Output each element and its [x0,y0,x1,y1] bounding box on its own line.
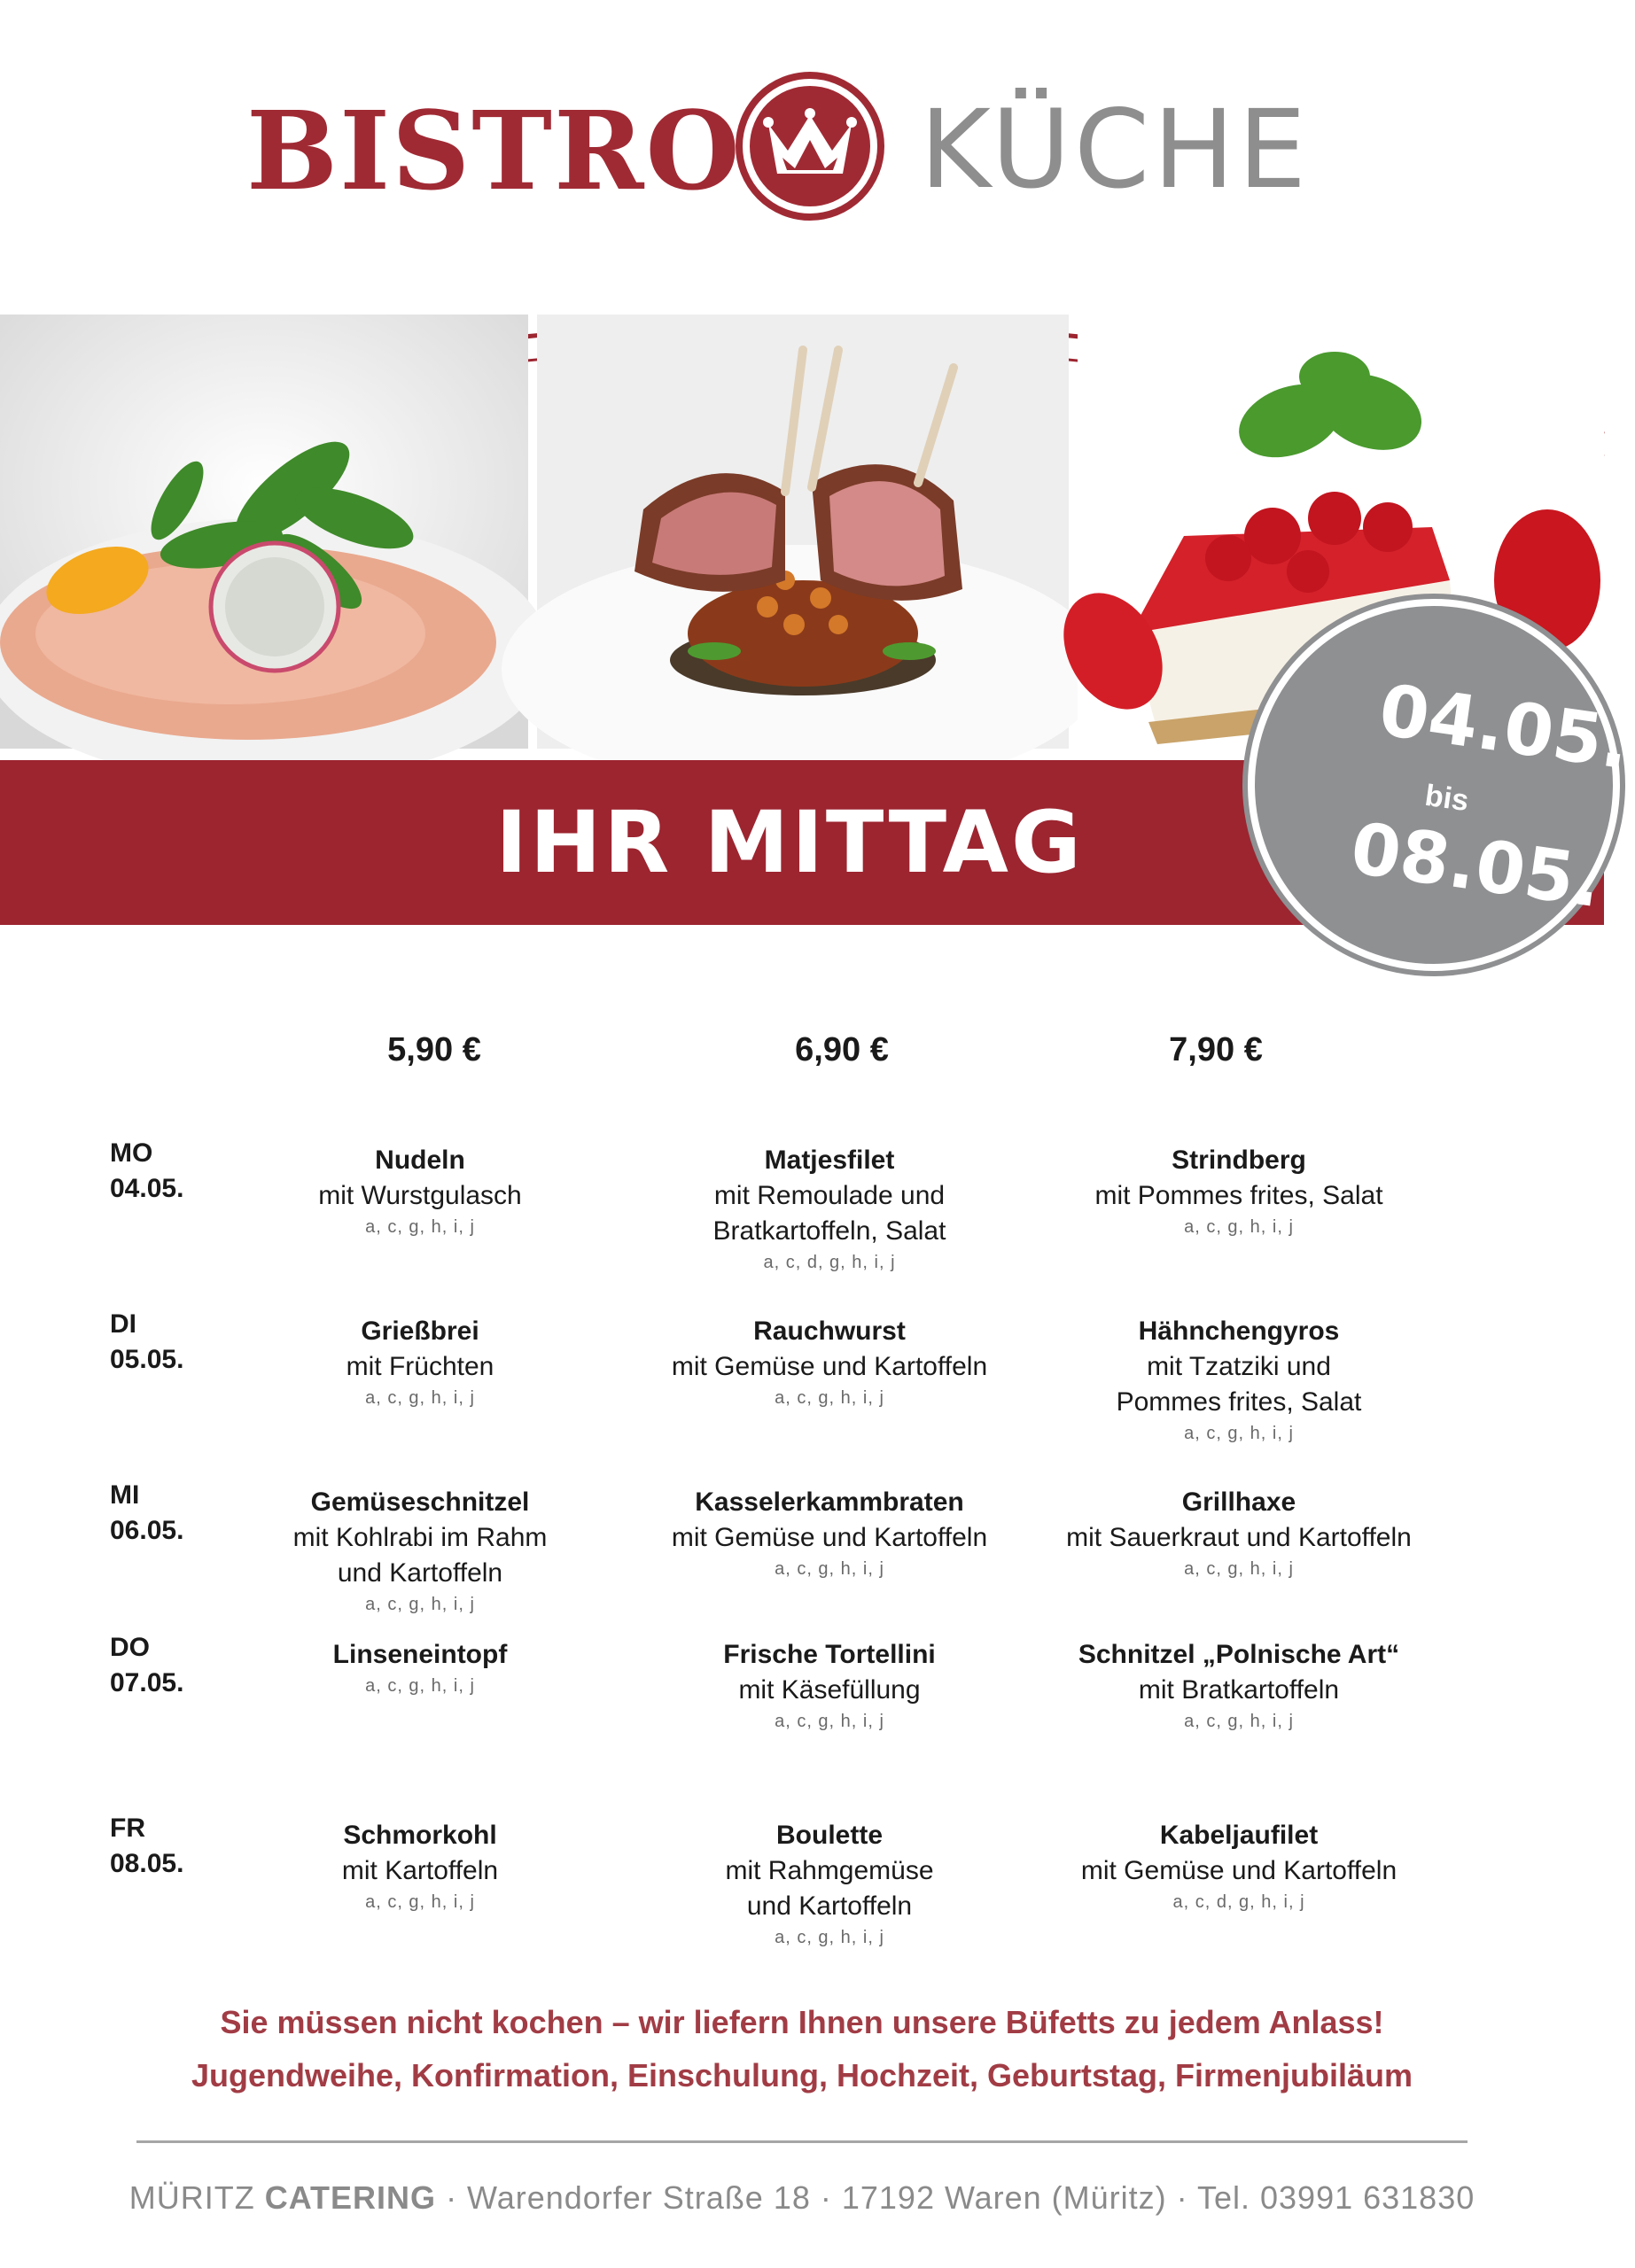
menu-item [626,1818,1033,1951]
dish-description: mit Pommes frites, Salat [1094,1181,1383,1210]
dish-description: und Kartoffeln [746,1891,913,1921]
weekday: MI [110,1480,140,1510]
footer-brand-light: MÜRITZ [128,2179,255,2216]
day-date: 04.05. [110,1174,184,1203]
price-column-3: 7,90 € [1169,1031,1263,1068]
dish-description: mit Kartoffeln [341,1856,499,1885]
menu-item [1035,1485,1443,1582]
menu-item [216,1143,624,1240]
day-date: 06.05. [110,1516,184,1545]
menu-item [626,1637,1033,1735]
weekday: MO [110,1138,153,1168]
dish-description: mit Sauerkraut und Kartoffeln [1066,1523,1412,1552]
lamb-rack-photo [537,315,1069,749]
dish-description: und Kartoffeln [337,1558,503,1588]
menu-item [216,1637,624,1699]
dish-allergens: a, c, g, h, i, j [1184,1559,1294,1579]
footer-brand-bold: CATERING [264,2179,437,2216]
dish-name: Grießbrei [361,1317,479,1346]
day-date: 07.05. [110,1668,184,1697]
dish-allergens: a, c, g, h, i, j [775,1388,884,1408]
dish-description: mit Rahmgemüse [725,1856,934,1885]
dish-allergens: a, c, g, h, i, j [775,1928,884,1947]
dish-allergens: a, c, g, h, i, j [1184,1424,1294,1443]
dish-name: Gemüseschnitzel [310,1487,530,1517]
dish-name: Grillhaxe [1181,1487,1296,1517]
logo [0,62,1604,239]
promo-line-1: Sie müssen nicht kochen – wir liefern Ihnen unsere Büfetts zu jedem Anlass! [220,2004,1384,2040]
page-title: IHR MITTAG [495,793,1084,892]
menu-item [216,1485,624,1618]
dish-allergens: a, c, g, h, i, j [1184,1712,1294,1731]
day-label [110,1630,183,1701]
dish-name: Kasselerkammbraten [695,1487,964,1517]
dish-description: Bratkartoffeln, Salat [712,1216,946,1246]
menu-item [1035,1818,1443,1915]
day-label [110,1478,183,1549]
menu-item [1035,1314,1443,1447]
dish-description: mit Gemüse und Kartoffeln [1080,1856,1398,1885]
footer-address [0,2179,1604,2217]
menu-item [626,1143,1033,1276]
dish-description: mit Gemüse und Kartoffeln [671,1523,988,1552]
dish-name: Kabeljaufilet [1159,1821,1319,1850]
dish-allergens: a, c, g, h, i, j [365,1217,475,1237]
logo-text-kueche: KÜCHE [920,87,1311,213]
day-date: 05.05. [110,1345,184,1374]
dish-description: mit Remoulade und [713,1181,946,1210]
dish-description: mit Kohlrabi im Rahm [292,1523,548,1552]
dish-name: Nudeln [375,1146,465,1175]
dish-description: Pommes frites, Salat [1116,1387,1362,1417]
dish-allergens: a, c, g, h, i, j [1184,1217,1294,1237]
dish-description: mit Wurstgulasch [318,1181,522,1210]
day-date: 08.05. [110,1849,184,1878]
dish-allergens: a, c, d, g, h, i, j [763,1253,896,1272]
date-range-badge [1248,599,1635,971]
dish-description: mit Gemüse und Kartoffeln [671,1352,988,1381]
dish-name: Schmorkohl [343,1821,497,1850]
day-label [110,1811,183,1882]
dish-allergens: a, c, g, h, i, j [775,1712,884,1731]
weekday: DI [110,1309,136,1339]
weekday: FR [110,1814,145,1843]
dish-allergens: a, c, g, h, i, j [365,1595,475,1614]
dish-name: Linseneintopf [332,1640,508,1669]
dish-name: Strindberg [1172,1146,1306,1175]
dish-allergens: a, c, d, g, h, i, j [1172,1892,1305,1912]
price-column-2: 6,90 € [795,1031,889,1068]
date-to: 08.05. [1345,806,1607,924]
dish-allergens: a, c, g, h, i, j [365,1388,475,1408]
day-label [110,1307,183,1378]
dish-allergens: a, c, g, h, i, j [365,1892,475,1912]
dish-name: Rauchwurst [753,1317,906,1346]
dish-description: mit Früchten [346,1352,494,1381]
menu-item [626,1314,1033,1411]
promo-line-2: Jugendweihe, Konfirmation, Einschulung, Hochzeit, Geburtstag, Firmenjubiläum [191,2057,1413,2093]
date-from: 04.05. [1374,668,1635,786]
dish-name: Matjesfilet [764,1146,895,1175]
menu-item [626,1485,1033,1582]
date-connector: bis [1422,778,1471,819]
dish-name: Hähnchengyros [1138,1317,1340,1346]
day-label [110,1136,183,1207]
dish-description: mit Bratkartoffeln [1138,1675,1340,1705]
footer-divider [136,2140,1468,2143]
carpaccio-salad-photo [0,315,528,749]
weekday: DO [110,1633,150,1662]
price-column-1: 5,90 € [387,1031,481,1068]
dish-description: mit Käsefüllung [738,1675,921,1705]
menu-item [216,1314,624,1411]
dish-allergens: a, c, g, h, i, j [365,1676,475,1696]
menu-item [1035,1143,1443,1240]
menu-item [1035,1637,1443,1735]
dish-name: Frische Tortellini [723,1640,936,1669]
menu-item [216,1818,624,1915]
dish-description: mit Tzatziki und [1147,1352,1331,1381]
dish-name: Schnitzel „Polnische Art“ [1078,1640,1400,1669]
footer-address-text: · Warendorfer Straße 18 · 17192 Waren (Müritz) · Tel. 03991 631830 [446,2179,1475,2216]
dish-allergens: a, c, g, h, i, j [775,1559,884,1579]
logo-text-bistro: BISTRO [246,87,742,214]
crown-logo-icon [733,69,887,223]
dish-name: Boulette [776,1821,883,1850]
